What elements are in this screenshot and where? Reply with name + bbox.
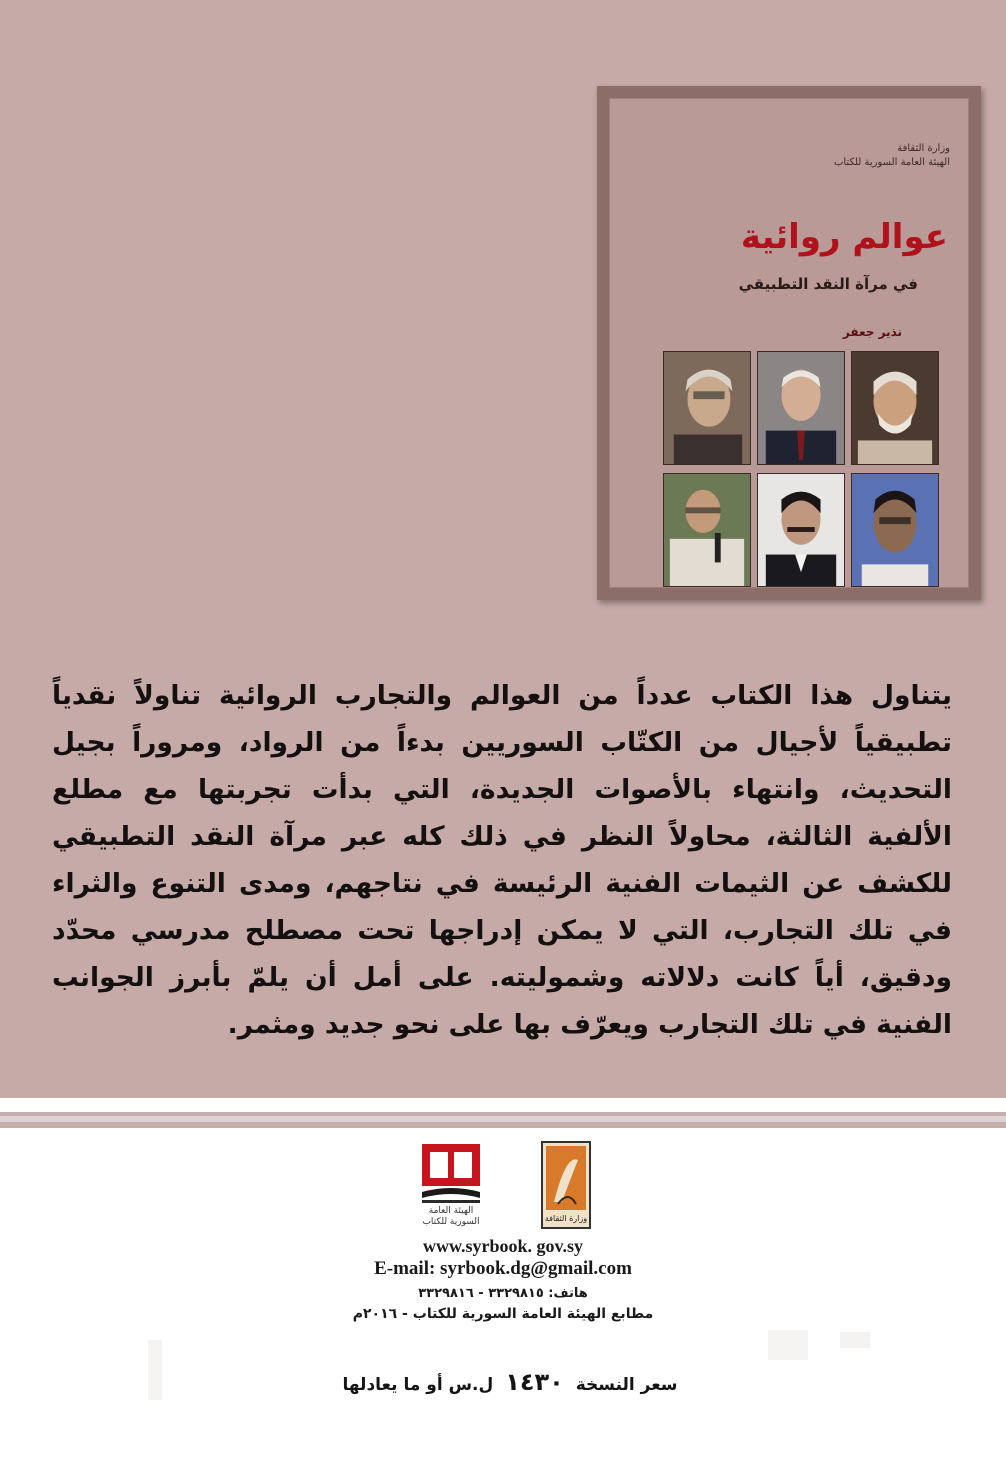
- scan-smudge: [840, 1332, 870, 1348]
- email-link[interactable]: E-mail: syrbook.dg@gmail.com: [374, 1258, 632, 1279]
- divider-stripe: [0, 1098, 1006, 1112]
- portrait-photo: [851, 473, 939, 587]
- book-subtitle: في مرآة النقد التطبيقي: [738, 275, 918, 293]
- portrait-photo: [851, 351, 939, 465]
- book-cover-thumbnail: [597, 86, 981, 600]
- printer-line: مطابع الهيئة العامة السورية للكتاب - ٢٠١٦م: [352, 1306, 654, 1322]
- ministry-line: وزارة الثقافة: [897, 143, 950, 154]
- price-value: ١٤٣٠: [505, 1368, 564, 1396]
- divider-stripe-thin: [0, 1116, 1006, 1122]
- publisher-logo-text: السورية للكتاب: [422, 1217, 480, 1227]
- portrait-photo: [757, 351, 845, 465]
- book-author: نذير جعفر: [842, 325, 902, 339]
- portrait-photo: [663, 351, 751, 465]
- book-cover-inner: [609, 98, 969, 588]
- portrait-photo: [663, 473, 751, 587]
- phone-line: هاتف: ٣٣٢٩٨١٥ - ٣٣٢٩٨١٦: [418, 1286, 588, 1301]
- book-title: عوالم روائية: [740, 217, 948, 257]
- publisher-logo-text: الهيئة العامة: [428, 1206, 474, 1216]
- price-label: سعر النسخة: [575, 1375, 678, 1395]
- ministry-logo: [540, 1140, 592, 1232]
- author-photo-grid: [663, 351, 939, 587]
- publisher-logo: [416, 1142, 486, 1232]
- scan-smudge: [148, 1340, 162, 1400]
- website-link[interactable]: www.syrbook. gov.sy: [422, 1236, 584, 1256]
- portrait-photo: [757, 473, 845, 587]
- ministry-logo-text: وزارة الثقافة: [544, 1214, 588, 1223]
- scan-smudge: [768, 1330, 808, 1360]
- publisher-line: الهيئة العامة السورية للكتاب: [833, 157, 950, 168]
- book-blurb: يتناول هذا الكتاب عدداً من العوالم والتجارب الروائية تناولاً نقدياً تطبيقياً لأجيال من الكتّاب السوريين بدءاً من الرواد، ومروراً بجيل التحديث، وانتهاء بالأصوات الجديدة، التي بدأت تجربتها مع مطلع الألفية الثالثة، محاولاً النظر في ذلك كله عبر مرآة النقد التطبيقي للكشف عن الثيمات الفنية الرئيسة في نتاجهم، ومدى التنوع والثراء في تلك التجارب، التي لا يمكن إدراجها تحت مصطلح مدرسي محدّد ودقيق، أياً كانت دلالاته وشموليته. على أمل أن يلمّ بأبرز الجوانب الفنية في تلك التجارب ويعرّف بها على نحو جديد ومثمر.: [52, 680, 952, 1040]
- price-line: [340, 1368, 680, 1396]
- price-currency: ل.س أو ما يعادلها: [342, 1375, 494, 1395]
